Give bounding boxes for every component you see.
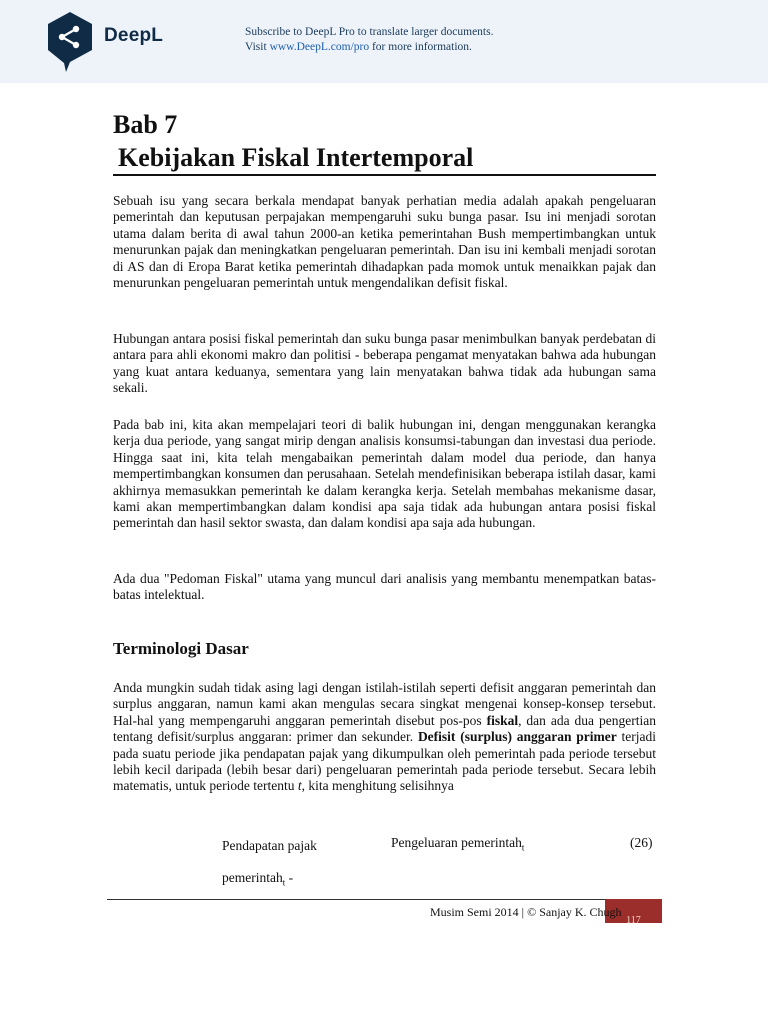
chapter-label: Bab 7 [113,110,178,139]
section-heading: Terminologi Dasar [113,639,249,658]
footer-text: Musim Semi 2014 | © Sanjay K. Chugh [430,905,622,919]
equation-term: pemerintah [222,870,283,885]
equation-term: Pengeluaran pemerintah [391,835,522,850]
equation-right [391,835,524,853]
deepl-logo-icon[interactable] [44,10,96,72]
body-paragraph: Sebuah isu yang secara berkala mendapat banyak perhatian media adalah apakah pengeluaran pemerintah dan keputusan perpajakan mempengaruhi suku bunga pasar. Isu ini menjadi sorotan utama dalam berita di awal tahun 2000-an ketika pemerintahan Bush mempertimbangkan untuk menurunkan pajak dan meningkatkan pengeluaran pemerintah. Dan isu ini kembali menjadi sorotan di AS dan di Eropa Barat ketika pemerintah dihadapkan pada momok untuk menaikkan pajak dan menurunkan pengeluaran pemerintah untuk mengendalikan defisit fiskal. [113,193,656,291]
bold-term: fiskal [486,712,519,728]
promo-tail-text: for more information. [369,41,472,53]
page-number-box: 117 [605,899,662,923]
body-paragraph: Pada bab ini, kita akan mempelajari teori di balik hubungan ini, dengan menggunakan kerangka kerja dua periode, yang sangat mirip dengan analisis konsumsi-tabungan dan investasi dua periode. Hingga saat ini, kita telah mengabaikan pemerintah dalam model dua periode, dan hanya mempertimbangkan konsumen dan perusahaan. Setelah mendefinisikan beberapa istilah dasar, kami akhirnya memasukkan pemerintah ke dalam kerangka kerja. Setelah membahas mekanisme dasar, kami akan mempertimbangkan dalam kondisi apa saja tidak ada hubungan antara posisi fiskal pemerintah dan hasil sektor swasta, dan dalam kondisi apa saja ada hubungan. [113,417,656,531]
equation-left-line2 [222,870,293,888]
text-run: Anda mungkin sudah tidak asing lagi dengan istilah-istilah seperti defisit anggaran pemerintah dan surplus anggaran, namun kami akan mengulas secara singkat mengenai konsep-konsep tersebut. Hal-hal yang mempengaruhi anggaran pemerintah disebut pos-pos [113,680,656,728]
deepl-brand-name: DeepL [104,25,164,46]
text-run: terjadi pada suatu periode jika pendapatan pajak yang dikumpulkan oleh pemerintah pada periode tersebut lebih kecil daripada (lebih besar dari) pengeluaran pemerintah pada periode tersebut. Secara lebih matematis, untuk periode tertentu [113,729,657,794]
bold-term: Defisit (surplus) anggaran primer [417,729,617,745]
section-paragraph [113,680,656,795]
equation-subscript: t [521,842,525,853]
text-run: , dan ada dua pengertian tentang defisit/surplus anggaran: primer dan sekunder. [113,712,656,745]
footer-rule [107,899,660,900]
equation-operator: - [285,870,294,885]
promo-line-2 [245,40,493,55]
equation-number: (26) [630,835,653,850]
equation-subscript: t [282,877,286,888]
chapter-title: Kebijakan Fiskal Intertemporal [113,142,656,176]
promo-line-1: Subscribe to DeepL Pro to translate larger documents. [245,26,494,38]
deepl-banner [0,0,768,83]
italic-variable: t [297,778,302,794]
body-paragraph: Hubungan antara posisi fiskal pemerintah dan suku bunga pasar menimbulkan banyak perdebatan di antara para ahli ekonomi makro dan politisi - beberapa pengamat menyatakan bahwa ada hubungan yang kuat antara keduanya, sementara yang lain menyatakan bahwa tidak ada hubungan sama sekali. [113,331,656,396]
equation-left-line1: Pendapatan pajak [222,838,317,853]
promo-text [245,25,493,55]
promo-visit-text: Visit [245,41,270,53]
body-paragraph: Ada dua "Pedoman Fiskal" utama yang muncul dari analisis yang membantu menempatkan batas-batas intelektual. [113,571,656,603]
text-run: , kita menghitung selisihnya [301,778,454,794]
deepl-pro-link[interactable]: www.DeepL.com/pro [269,41,370,53]
